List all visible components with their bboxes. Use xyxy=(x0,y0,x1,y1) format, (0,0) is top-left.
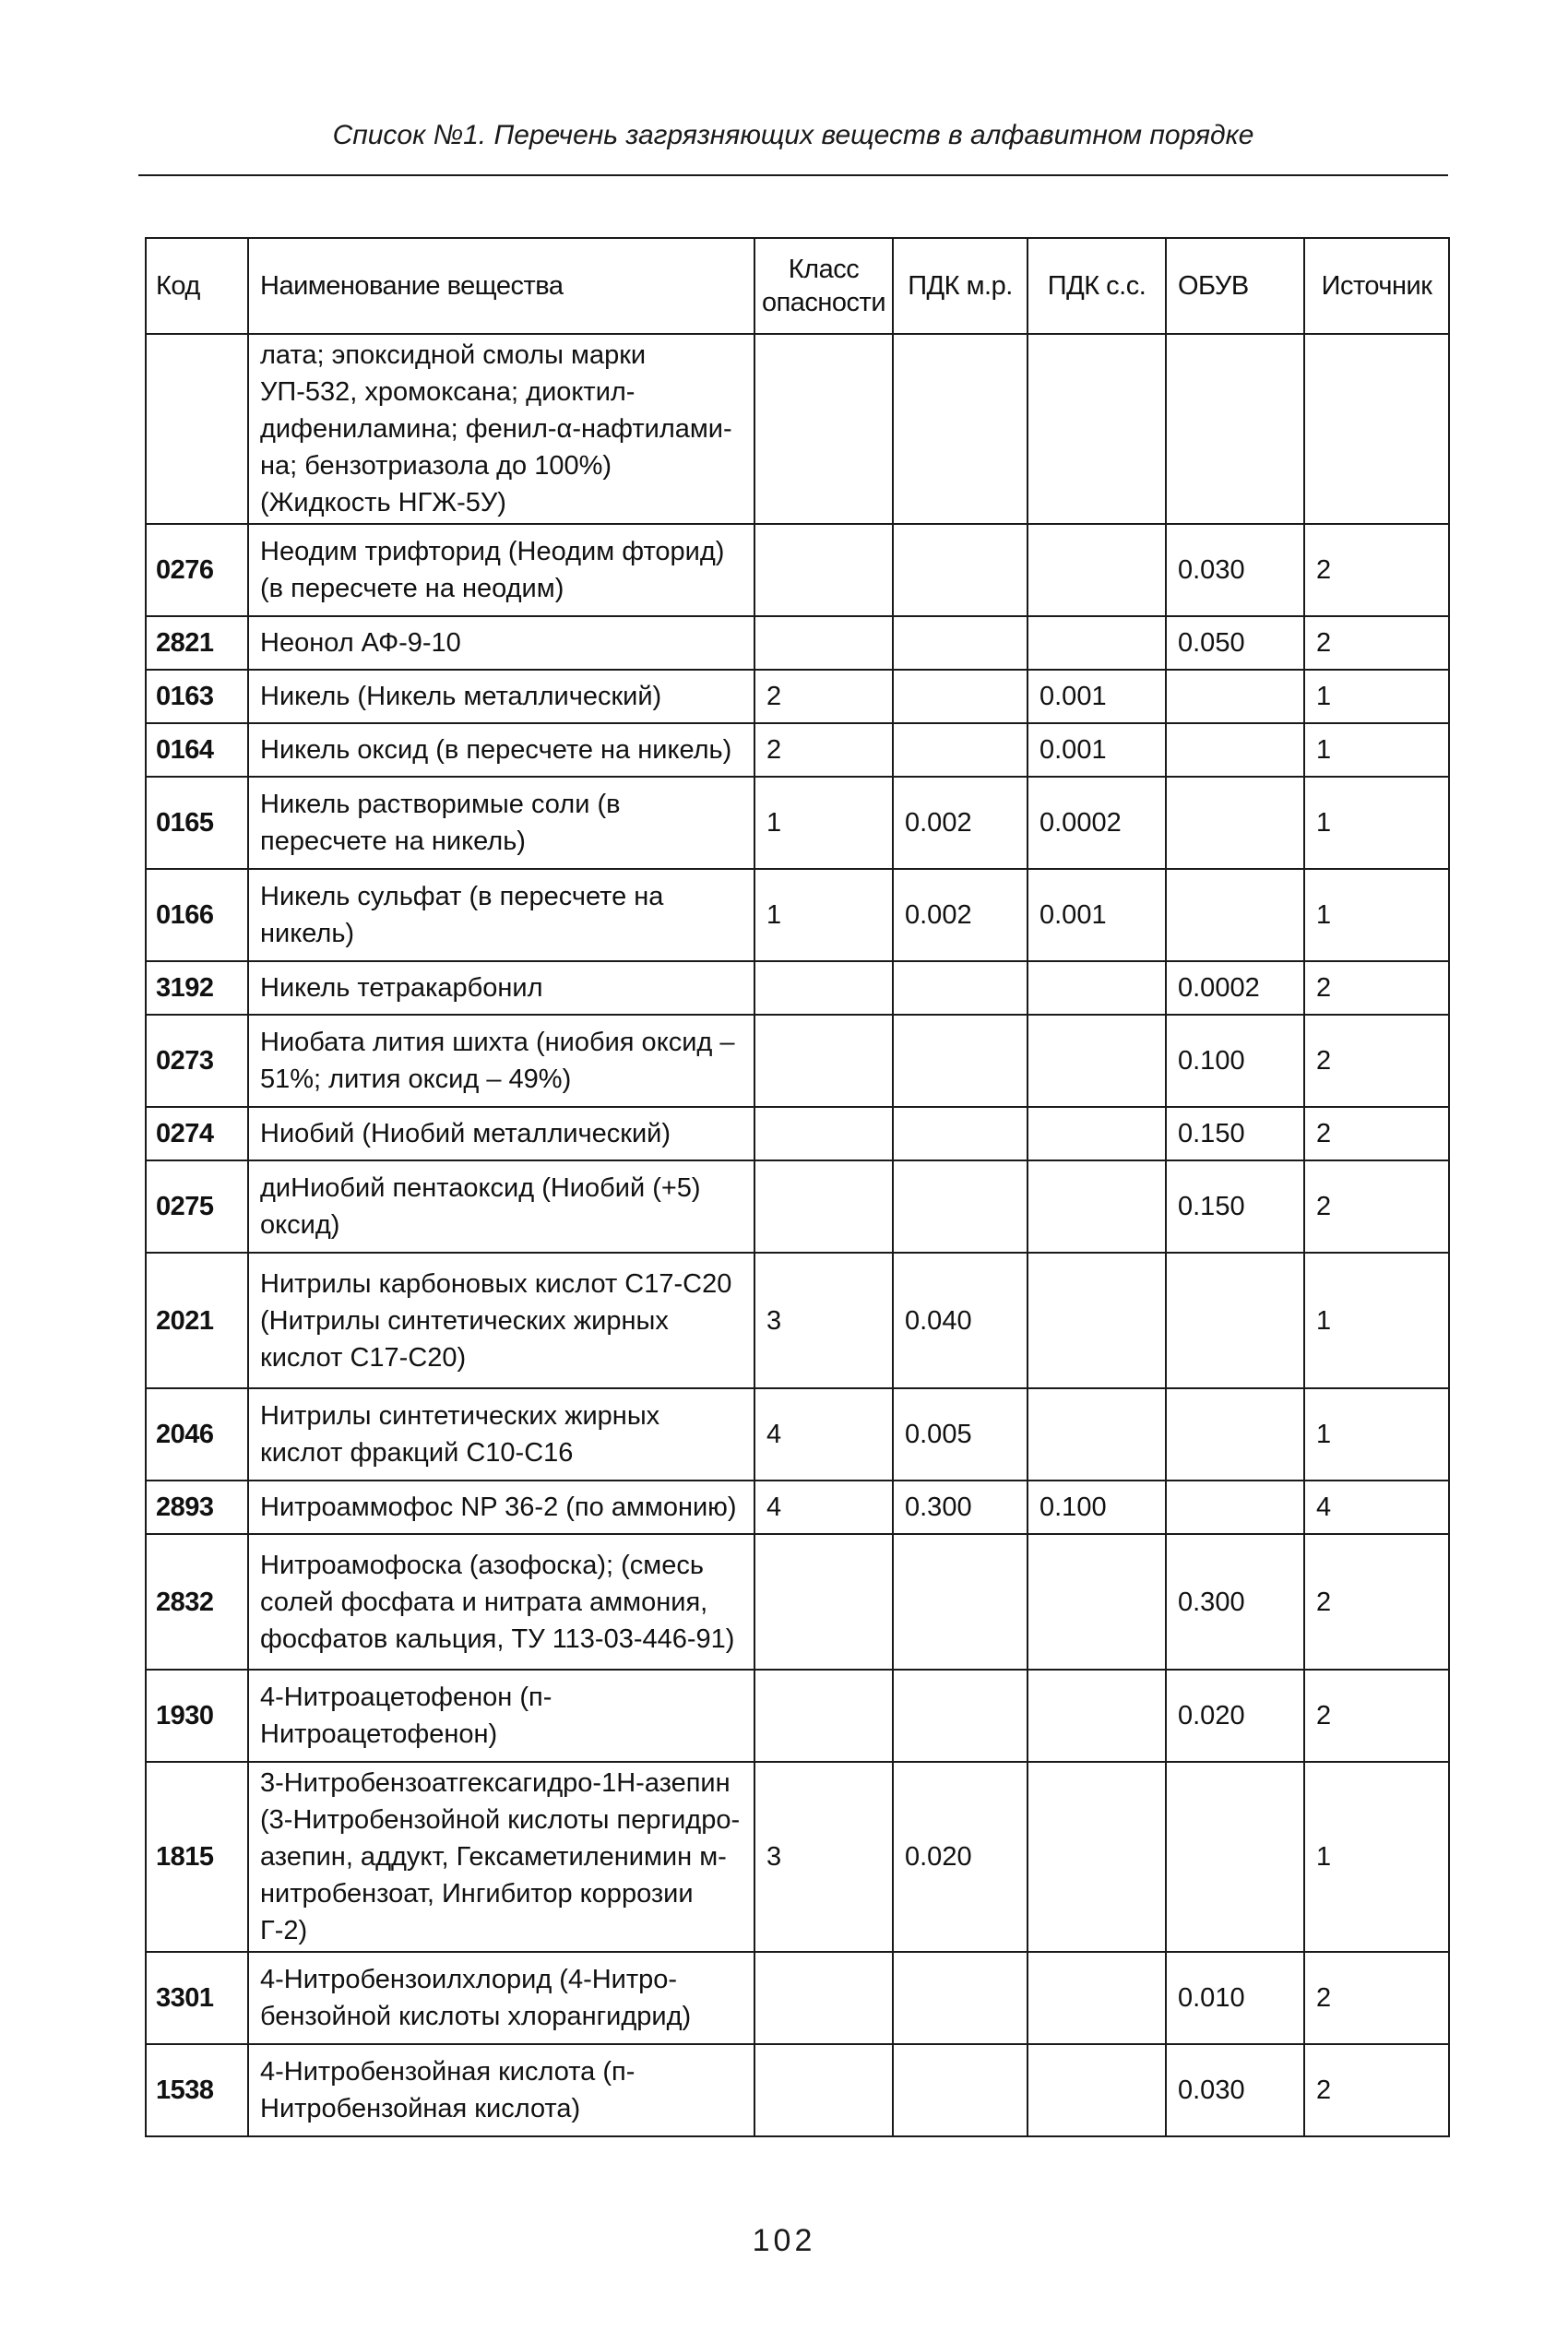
header-obuv: ОБУВ xyxy=(1166,238,1304,334)
cell-code: 1930 xyxy=(146,1670,248,1762)
cell-code: 0273 xyxy=(146,1015,248,1107)
cell-obuv: 0.0002 xyxy=(1166,961,1304,1015)
cell-name: диНиобий пентаоксид (Ниобий (+5) оксид) xyxy=(248,1160,754,1253)
cell-source: 1 xyxy=(1304,723,1449,777)
cell-code: 1815 xyxy=(146,1762,248,1952)
cell-source: 2 xyxy=(1304,1952,1449,2044)
header-code: Код xyxy=(146,238,248,334)
table-row xyxy=(146,1952,1449,2044)
cell-code: 2046 xyxy=(146,1388,248,1481)
cell-obuv xyxy=(1166,1388,1304,1481)
cell-obuv: 0.150 xyxy=(1166,1160,1304,1253)
cell-obuv: 0.150 xyxy=(1166,1107,1304,1160)
cell-name: Ниобата лития шихта (ниобия оксид – 51%; лития оксид – 49%) xyxy=(248,1015,754,1107)
table-row xyxy=(146,670,1449,723)
cell-obuv xyxy=(1166,1762,1304,1952)
cell-source: 2 xyxy=(1304,524,1449,616)
cell-pdk-mr xyxy=(893,1952,1028,2044)
cell-code: 3301 xyxy=(146,1952,248,2044)
cell-source: 2 xyxy=(1304,2044,1449,2136)
cell-pdk-ss: 0.001 xyxy=(1028,869,1166,961)
cell-pdk-mr: 0.005 xyxy=(893,1388,1028,1481)
table-row xyxy=(146,869,1449,961)
cell-pdk-ss xyxy=(1028,1160,1166,1253)
table-row xyxy=(146,1107,1449,1160)
cell-hazard-class xyxy=(754,1015,893,1107)
cell-source: 4 xyxy=(1304,1481,1449,1534)
cell-obuv xyxy=(1166,777,1304,869)
cell-obuv xyxy=(1166,869,1304,961)
table-row xyxy=(146,1160,1449,1253)
table-row xyxy=(146,1534,1449,1670)
cell-pdk-mr: 0.002 xyxy=(893,777,1028,869)
cell-name: Нитроамофоска (азофоска); (смесь солей фосфата и нитрата аммония, фосфатов кальция, ТУ 113-03-446-91) xyxy=(248,1534,754,1670)
cell-obuv: 0.030 xyxy=(1166,2044,1304,2136)
cell-name: Никель тетракарбонил xyxy=(248,961,754,1015)
cell-hazard-class xyxy=(754,1534,893,1670)
cell-name: 4-Нитроацетофенон (п-Нитроацетофенон) xyxy=(248,1670,754,1762)
cell-source: 1 xyxy=(1304,777,1449,869)
cell-pdk-ss xyxy=(1028,1107,1166,1160)
cell-name: 4-Нитробензойная кислота (п-Нитробензойная кислота) xyxy=(248,2044,754,2136)
cell-source: 2 xyxy=(1304,1107,1449,1160)
cell-name: Никель сульфат (в пересчете на никель) xyxy=(248,869,754,961)
cell-code: 0166 xyxy=(146,869,248,961)
cell-hazard-class: 1 xyxy=(754,869,893,961)
table-row xyxy=(146,334,1449,524)
table-row xyxy=(146,777,1449,869)
header-name: Наименование вещества xyxy=(248,238,754,334)
cell-hazard-class: 2 xyxy=(754,723,893,777)
cell-name: Нитроаммофос NP 36-2 (по аммонию) xyxy=(248,1481,754,1534)
cell-name: Ниобий (Ниобий металлический) xyxy=(248,1107,754,1160)
cell-name: Нитрилы карбоновых кислот C17-C20 (Нитрилы синтетических жирных кислот C17-C20) xyxy=(248,1253,754,1388)
cell-name: Никель оксид (в пересчете на никель) xyxy=(248,723,754,777)
cell-code: 2893 xyxy=(146,1481,248,1534)
cell-obuv: 0.020 xyxy=(1166,1670,1304,1762)
cell-source: 2 xyxy=(1304,1534,1449,1670)
cell-code: 2821 xyxy=(146,616,248,670)
cell-pdk-mr xyxy=(893,616,1028,670)
header-pdk-mr: ПДК м.р. xyxy=(893,238,1028,334)
cell-pdk-ss: 0.100 xyxy=(1028,1481,1166,1534)
cell-pdk-ss xyxy=(1028,1253,1166,1388)
cell-name: Неонол АФ-9-10 xyxy=(248,616,754,670)
cell-pdk-mr xyxy=(893,1015,1028,1107)
table-row xyxy=(146,723,1449,777)
cell-hazard-class xyxy=(754,1107,893,1160)
cell-hazard-class: 4 xyxy=(754,1481,893,1534)
cell-obuv: 0.010 xyxy=(1166,1952,1304,2044)
cell-pdk-ss: 0.001 xyxy=(1028,723,1166,777)
table-row xyxy=(146,616,1449,670)
table-row xyxy=(146,1388,1449,1481)
cell-pdk-mr xyxy=(893,961,1028,1015)
cell-hazard-class: 1 xyxy=(754,777,893,869)
table-row xyxy=(146,1670,1449,1762)
cell-code: 3192 xyxy=(146,961,248,1015)
cell-pdk-mr xyxy=(893,524,1028,616)
cell-code: 0163 xyxy=(146,670,248,723)
cell-pdk-mr xyxy=(893,2044,1028,2136)
cell-pdk-ss xyxy=(1028,2044,1166,2136)
cell-hazard-class xyxy=(754,524,893,616)
cell-pdk-mr xyxy=(893,1534,1028,1670)
cell-name: лата; эпоксидной смолы марки УП-532, хромоксана; диоктил-дифениламина; фенил-α-нафтилами-на; бензотриазола до 100%) (Жидкость НГЖ-5У) xyxy=(248,334,754,524)
table-row xyxy=(146,1015,1449,1107)
header-pdk-ss: ПДК с.с. xyxy=(1028,238,1166,334)
cell-obuv: 0.300 xyxy=(1166,1534,1304,1670)
cell-code: 1538 xyxy=(146,2044,248,2136)
cell-pdk-mr: 0.040 xyxy=(893,1253,1028,1388)
cell-pdk-mr: 0.002 xyxy=(893,869,1028,961)
cell-code: 2832 xyxy=(146,1534,248,1670)
cell-obuv: 0.100 xyxy=(1166,1015,1304,1107)
cell-pdk-ss xyxy=(1028,616,1166,670)
table-row xyxy=(146,2044,1449,2136)
cell-obuv: 0.030 xyxy=(1166,524,1304,616)
table-row xyxy=(146,1481,1449,1534)
cell-pdk-mr xyxy=(893,723,1028,777)
cell-name: Никель растворимые соли (в пересчете на никель) xyxy=(248,777,754,869)
cell-pdk-mr xyxy=(893,1670,1028,1762)
cell-hazard-class xyxy=(754,2044,893,2136)
running-head: Список №1. Перечень загрязняющих веществ в алфавитном порядке xyxy=(332,120,1254,150)
cell-pdk-ss: 0.001 xyxy=(1028,670,1166,723)
cell-pdk-mr: 0.020 xyxy=(893,1762,1028,1952)
cell-source: 1 xyxy=(1304,670,1449,723)
cell-obuv xyxy=(1166,1253,1304,1388)
cell-source: 1 xyxy=(1304,1762,1449,1952)
cell-pdk-ss xyxy=(1028,1534,1166,1670)
cell-name: Нитрилы синтетических жирных кислот фракций C10-C16 xyxy=(248,1388,754,1481)
cell-name: Никель (Никель металлический) xyxy=(248,670,754,723)
cell-pdk-ss xyxy=(1028,1670,1166,1762)
header-rule xyxy=(138,174,1448,176)
cell-pdk-ss xyxy=(1028,1388,1166,1481)
table-row xyxy=(146,961,1449,1015)
cell-code: 0275 xyxy=(146,1160,248,1253)
table-row xyxy=(146,1762,1449,1952)
cell-pdk-mr xyxy=(893,334,1028,524)
table-row xyxy=(146,1253,1449,1388)
cell-pdk-mr xyxy=(893,1107,1028,1160)
cell-obuv xyxy=(1166,1481,1304,1534)
cell-source: 2 xyxy=(1304,1160,1449,1253)
cell-code xyxy=(146,334,248,524)
cell-name: 3-Нитробензоатгексагидро-1Н-азепин (3-Нитробензойной кислоты пергидро-азепин, аддукт, Гексаметиленимин м-нитробензоат, Ингибитор коррозии Г-2) xyxy=(248,1762,754,1952)
cell-code: 0164 xyxy=(146,723,248,777)
cell-name: 4-Нитробензоилхлорид (4-Нитро-бензойной кислоты хлорангидрид) xyxy=(248,1952,754,2044)
page-number: 102 xyxy=(752,2223,816,2258)
cell-name: Неодим трифторид (Неодим фторид) (в пересчете на неодим) xyxy=(248,524,754,616)
cell-obuv: 0.050 xyxy=(1166,616,1304,670)
cell-hazard-class xyxy=(754,1670,893,1762)
cell-source: 1 xyxy=(1304,869,1449,961)
cell-hazard-class xyxy=(754,334,893,524)
cell-pdk-ss xyxy=(1028,1015,1166,1107)
pollutants-table xyxy=(145,237,1450,2137)
cell-pdk-ss xyxy=(1028,1762,1166,1952)
cell-source: 2 xyxy=(1304,616,1449,670)
cell-hazard-class xyxy=(754,1952,893,2044)
table-row xyxy=(146,524,1449,616)
cell-hazard-class xyxy=(754,961,893,1015)
cell-code: 0274 xyxy=(146,1107,248,1160)
cell-pdk-mr xyxy=(893,1160,1028,1253)
cell-source: 2 xyxy=(1304,1670,1449,1762)
cell-pdk-mr: 0.300 xyxy=(893,1481,1028,1534)
cell-pdk-ss xyxy=(1028,961,1166,1015)
header-source: Источник xyxy=(1304,238,1449,334)
cell-obuv xyxy=(1166,334,1304,524)
cell-pdk-mr xyxy=(893,670,1028,723)
cell-obuv xyxy=(1166,723,1304,777)
cell-pdk-ss: 0.0002 xyxy=(1028,777,1166,869)
cell-pdk-ss xyxy=(1028,1952,1166,2044)
cell-pdk-ss xyxy=(1028,334,1166,524)
cell-source: 2 xyxy=(1304,961,1449,1015)
cell-hazard-class xyxy=(754,1160,893,1253)
cell-code: 0276 xyxy=(146,524,248,616)
cell-pdk-ss xyxy=(1028,524,1166,616)
cell-source: 1 xyxy=(1304,1388,1449,1481)
cell-code: 0165 xyxy=(146,777,248,869)
cell-hazard-class: 3 xyxy=(754,1762,893,1952)
cell-hazard-class xyxy=(754,616,893,670)
cell-hazard-class: 4 xyxy=(754,1388,893,1481)
header-row xyxy=(146,238,1449,334)
header-hazard-class: Класс опасности xyxy=(754,238,893,334)
cell-obuv xyxy=(1166,670,1304,723)
cell-code: 2021 xyxy=(146,1253,248,1388)
cell-hazard-class: 2 xyxy=(754,670,893,723)
cell-hazard-class: 3 xyxy=(754,1253,893,1388)
cell-source: 2 xyxy=(1304,1015,1449,1107)
cell-source: 1 xyxy=(1304,1253,1449,1388)
cell-source xyxy=(1304,334,1449,524)
